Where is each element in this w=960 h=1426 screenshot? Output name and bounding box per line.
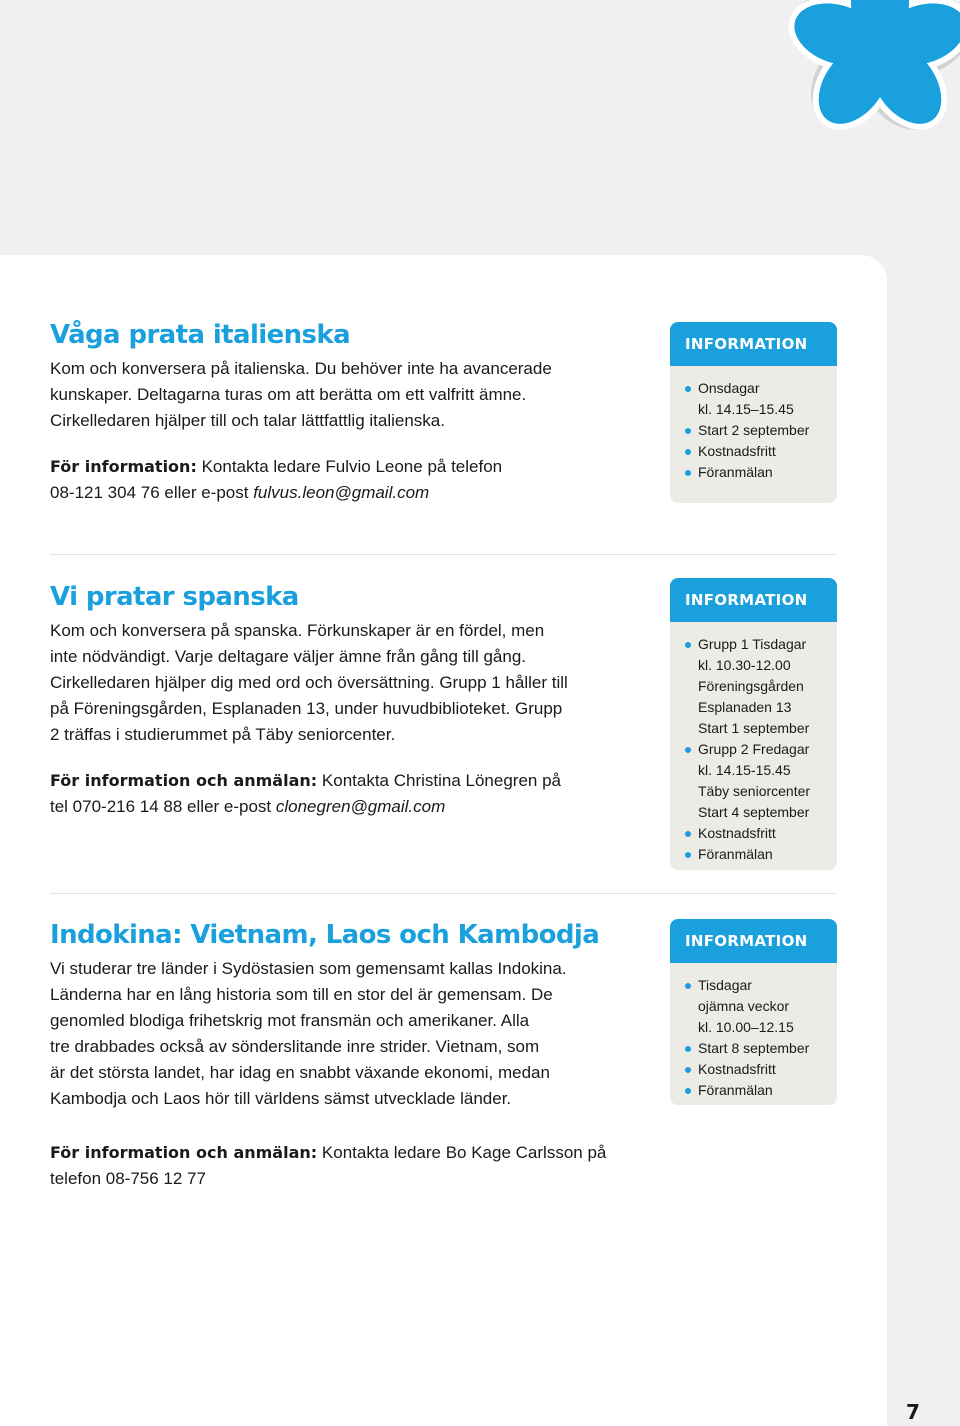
description-line: är det största landet, har idag en snabbt växande ekonomi, medan	[50, 1063, 550, 1082]
info-heading: INFORMATION	[670, 578, 837, 622]
contact-info	[50, 454, 650, 506]
info-heading: INFORMATION	[670, 919, 837, 963]
info-box-indochina	[670, 919, 837, 1105]
contact-text: telefon 08-756 12 77	[50, 1169, 206, 1188]
description-line: Kambodja och Laos hör till världens sämst utvecklade länder.	[50, 1089, 512, 1108]
description-line: 2 träffas i studierummet på Täby seniorcenter.	[50, 725, 396, 744]
contact-text: Kontakta ledare Fulvio Leone på telefon	[196, 457, 503, 476]
contact-info	[50, 1140, 650, 1192]
contact-label: För information och anmälan:	[50, 771, 318, 790]
info-item: Täby seniorcenter	[698, 783, 811, 799]
info-item: Onsdagar	[685, 378, 831, 399]
info-item: kl. 14.15-15.45	[698, 762, 791, 778]
info-item: Start 1 september	[698, 720, 810, 736]
section-divider	[50, 554, 837, 555]
info-item: Start 4 september	[698, 804, 810, 820]
contact-text: tel 070-216 14 88 eller e-post	[50, 797, 276, 816]
contact-info	[50, 768, 650, 820]
contact-email-link[interactable]: clonegren@gmail.com	[275, 797, 446, 816]
contact-email-link[interactable]: fulvus.leon@gmail.com	[253, 483, 430, 502]
info-item: Grupp 2 Fredagar	[685, 739, 831, 760]
info-item: Kostnadsfritt	[685, 441, 831, 462]
info-item: Start 2 september	[685, 420, 831, 441]
info-box-spanish	[670, 578, 837, 870]
section-description	[50, 956, 645, 1112]
contact-text: Kontakta Christina Lönegren på	[317, 771, 561, 790]
info-item: kl. 14.15–15.45	[698, 401, 794, 417]
contact-text: 08-121 304 76 eller e-post	[50, 483, 254, 502]
section-description	[50, 356, 645, 434]
info-item: Esplanaden 13	[698, 699, 792, 715]
description-line: Länderna har en lång historia som till en stor del är gemensam. De	[50, 985, 553, 1004]
contact-label: För information:	[50, 457, 197, 476]
description-line: på Föreningsgården, Esplanaden 13, under huvudbiblioteket. Grupp	[50, 699, 563, 718]
contact-label: För information och anmälan:	[50, 1143, 318, 1162]
description-line: inte nödvändigt. Varje deltagare väljer ämne från gång till gång.	[50, 647, 526, 666]
info-item: Start 8 september	[685, 1038, 831, 1059]
description-line: Cirkelledaren hjälper till och talar lättfattlig italienska.	[50, 411, 445, 430]
page-number: 7	[906, 1400, 920, 1424]
info-item: ojämna veckor	[698, 998, 790, 1014]
info-box-italian	[670, 322, 837, 503]
description-line: tre drabbades också av sönderslitande inre strider. Vietnam, som	[50, 1037, 540, 1056]
info-item: Föranmälan	[685, 1080, 831, 1101]
section-title: Indokina: Vietnam, Laos och Kambodja	[50, 920, 600, 950]
info-item: Kostnadsfritt	[685, 823, 831, 844]
info-item: Föranmälan	[685, 844, 831, 865]
info-item: Grupp 1 Tisdagar	[685, 634, 831, 655]
description-line: genomled blodiga frihetskrig mot fransmän och amerikaner. Alla	[50, 1011, 530, 1030]
section-title: Våga prata italienska	[50, 320, 351, 350]
info-item: kl. 10.30-12.00	[698, 657, 791, 673]
contact-text: Kontakta ledare Bo Kage Carlsson på	[317, 1143, 607, 1162]
description-line: Cirkelledaren hjälper dig med ord och översättning. Grupp 1 håller till	[50, 673, 568, 692]
section-divider	[50, 893, 837, 894]
section-title: Vi pratar spanska	[50, 582, 299, 612]
info-item: Kostnadsfritt	[685, 1059, 831, 1080]
description-line: Kom och konversera på spanska. Förkunskaper är en fördel, men	[50, 621, 545, 640]
info-item: Föranmälan	[685, 462, 831, 483]
description-line: Kom och konversera på italienska. Du behöver inte ha avancerade	[50, 359, 552, 378]
flower-decoration	[740, 0, 960, 190]
description-line: Vi studerar tre länder i Sydöstasien som gemensamt kallas Indokina.	[50, 959, 567, 978]
description-line: kunskaper. Deltagarna turas om att berätta om ett valfritt ämne.	[50, 385, 527, 404]
section-description	[50, 618, 645, 748]
info-item: Tisdagar	[685, 975, 831, 996]
info-item: Föreningsgården	[698, 678, 804, 694]
info-item: kl. 10.00–12.15	[698, 1019, 794, 1035]
info-heading: INFORMATION	[670, 322, 837, 366]
